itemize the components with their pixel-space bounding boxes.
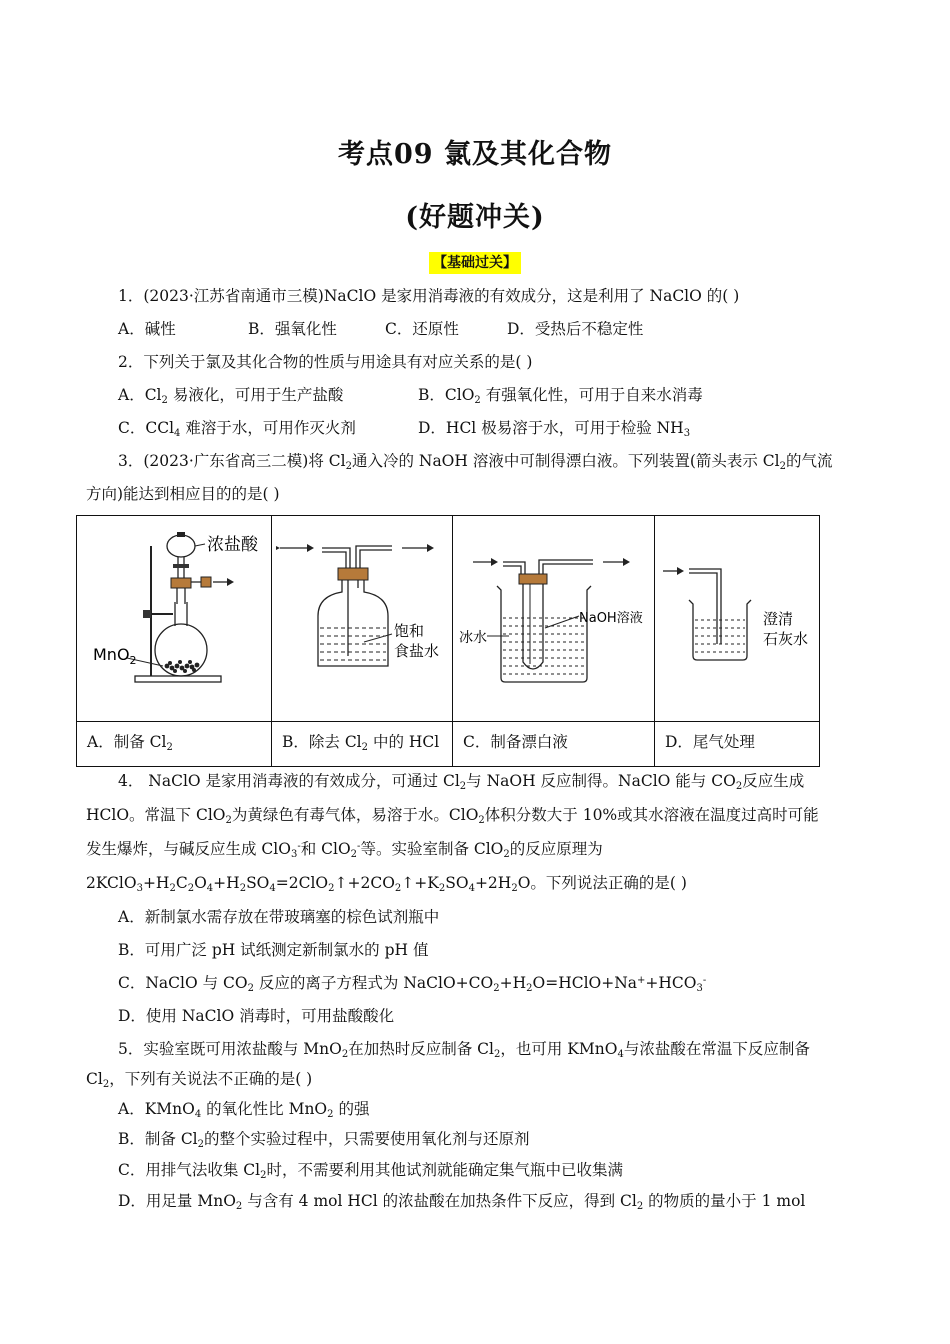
q1-option-b: B．强氧化性 <box>248 320 337 338</box>
section-badge: 【基础过关】 <box>429 252 521 274</box>
question-2-stem: 2．下列关于氯及其化合物的性质与用途具有对应关系的是( ) <box>118 353 533 371</box>
section-badge-wrap <box>0 252 950 274</box>
label-naoh-solution: NaOH溶液 <box>579 611 643 626</box>
diagram-a-chlorine-generator <box>77 516 271 721</box>
question-4-line3: 发生爆炸，与碱反应生成 ClO$_3$-和 ClO$_2$-等。实验室制备 ClO$_2$的反应原理为 <box>86 840 603 860</box>
question-5-line2: $Cl_2$，下列有关说法不正确的是( ) <box>86 1070 313 1090</box>
question-4-line2: HClO。常温下 ClO$_2$为黄绿色有毒气体，易溶于水。ClO$_2$体积分数大于 10%或其水溶液在温度过高时可能 <box>86 806 819 826</box>
q3-option-c: C．制备漂白液 <box>463 733 568 751</box>
q2-option-c: C．CCl$_4$ 难溶于水，可用作灭火剂 <box>118 419 356 439</box>
q2-option-d: D．HCl 极易溶于水，可用于检验 $NH_3$ <box>418 419 691 439</box>
question-3-stem-line1: 3．(2023·广东省高三二模)将 $Cl_2$通入冷的 NaOH 溶液中可制得漂白液。下列装置(箭头表示 $Cl_2$的气流 <box>118 452 833 472</box>
label-conc-hcl: 浓盐酸 <box>207 535 258 555</box>
q4-option-a: A．新制氯水需存放在带玻璃塞的棕色试剂瓶中 <box>118 908 440 926</box>
q2-option-a: A．$Cl_2$ 易液化，可用于生产盐酸 <box>118 386 344 406</box>
diagram-c-ice-bath <box>453 516 654 721</box>
q5-option-a: A．KMnO$_4$ 的氧化性比 MnO$_2$ 的强 <box>118 1100 370 1120</box>
label-sat-brine-1: 饱和 <box>394 622 425 640</box>
q5-option-b: B．制备 $Cl_2$的整个实验过程中，只需要使用氧化剂与还原剂 <box>118 1130 530 1150</box>
q4-option-d: D．使用 NaClO 消毒时，可用盐酸酸化 <box>118 1007 395 1025</box>
q3-option-b: B．除去 $Cl_2$ 中的 HCl <box>282 733 440 753</box>
q3-option-a: A．制备 $Cl_2$ <box>87 733 173 753</box>
question-4-equation: $2KClO_3+H_2C_2O_4+H_2SO_4=2ClO_2↑+2CO_2↑+K_2SO_4+2H_2O$。下列说法正确的是( ) <box>86 874 687 894</box>
question-5-line1: 5．实验室既可用浓盐酸与 MnO$_2$在加热时反应制备 $Cl_2$，也可用 KMnO$_4$与浓盐酸在常温下反应制备 <box>118 1040 810 1060</box>
question-1-stem: 1．(2023·江苏省南通市三模)NaClO 是家用消毒液的有效成分，这是利用了 NaClO 的( ) <box>118 287 740 305</box>
q1-option-a: A．碱性 <box>118 320 176 338</box>
q5-option-d: D．用足量 MnO$_2$ 与含有 4 mol HCl 的浓盐酸在加热条件下反应，得到 $Cl_2$ 的物质的量小于 1 mol <box>118 1192 806 1212</box>
apparatus-table <box>76 515 820 767</box>
q1-option-d: D．受热后不稳定性 <box>507 320 644 338</box>
label-ice-water: 冰水 <box>459 630 487 646</box>
q5-option-c: C．用排气法收集 $Cl_2$时，不需要利用其他试剂就能确定集气瓶中已收集满 <box>118 1161 623 1181</box>
q3-option-d: D．尾气处理 <box>665 733 755 751</box>
diagram-b-wash-bottle <box>272 516 452 721</box>
q4-option-c: C．NaClO 与 $CO_2$ 反应的离子方程式为 $NaClO+CO_2+H_2O=HClO+Na^++HCO_3^-$ <box>118 974 707 994</box>
label-limewater-1: 澄清 <box>763 610 794 628</box>
q2-option-b: B．ClO$_2$ 有强氧化性，可用于自来水消毒 <box>418 386 703 406</box>
diagram-d-tail-gas <box>655 516 819 721</box>
q4-option-b: B．可用广泛 pH 试纸测定新制氯水的 pH 值 <box>118 941 429 959</box>
q1-option-c: C．还原性 <box>385 320 459 338</box>
question-3-stem-line2: 方向)能达到相应目的的是( ) <box>86 485 280 503</box>
label-limewater-2: 石灰水 <box>763 630 809 648</box>
page-subtitle: (好题冲关) <box>405 202 545 233</box>
label-mno2: MnO$_2$ <box>93 645 137 667</box>
label-sat-brine-2: 食盐水 <box>394 642 440 660</box>
question-4-line1: 4． NaClO 是家用消毒液的有效成分，可通过 $Cl_2$与 NaOH 反应制得。NaClO 能与 $CO_2$反应生成 <box>118 772 805 792</box>
page-title: 考点09 氯及其化合物 <box>338 139 612 170</box>
